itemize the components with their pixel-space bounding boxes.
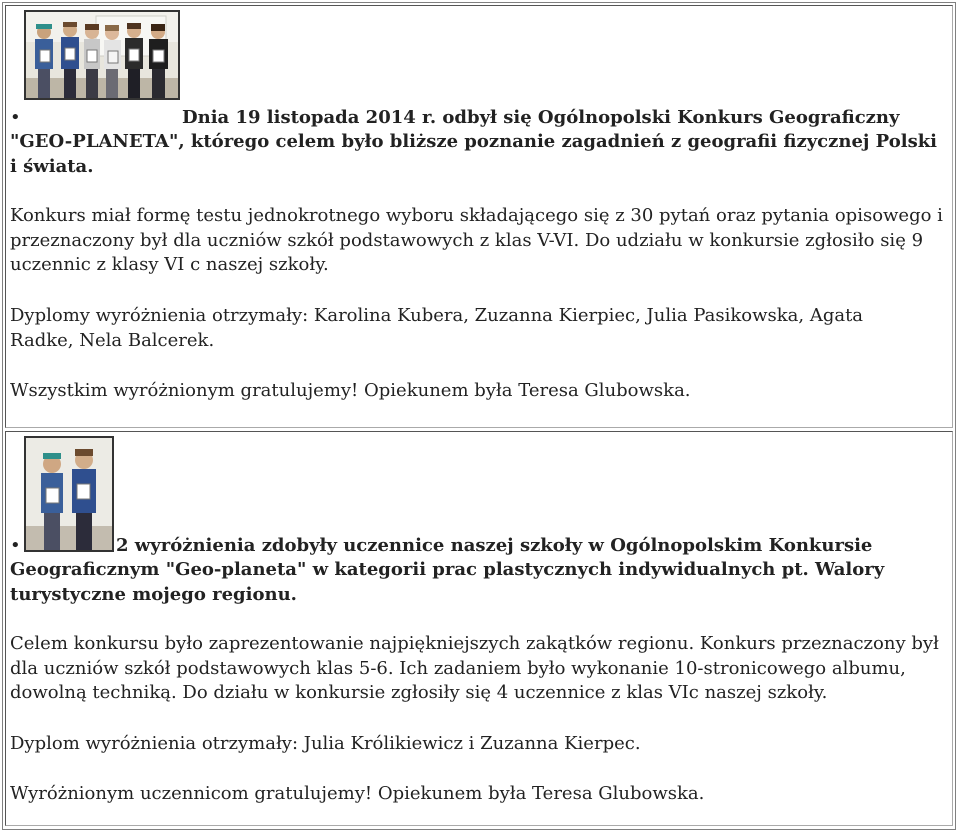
bullet-marker: •	[10, 535, 21, 556]
news-paragraph: Dyplomy wyróżnienia otrzymały: Karolina Kubera, Zuzanna Kierpiec, Julia Pasikowska, Agata Radke, Nela Balcerek.	[10, 305, 864, 351]
news-photo-2	[24, 436, 114, 552]
news-paragraph: Dyplom wyróżnienia otrzymały: Julia Królikiewicz i Zuzanna Kierpec.	[10, 733, 641, 754]
news-table	[2, 2, 956, 830]
news-headline-1-cont: "GEO-PLANETA", którego celem było bliższe poznanie zagadnień z geografii fizycznej Polski i świata.	[10, 131, 938, 177]
news-headline-2-cont: Geograficznym "Geo-planeta" w kategorii prac plastycznych indywidualnych pt. Walory turystyczne mojego regionu.	[10, 559, 885, 605]
group-photo-image	[26, 12, 178, 98]
news-headline-2: 2 wyróżnienia zdobyły uczennice naszej szkoły w Ogólnopolskim Konkursie	[116, 535, 873, 556]
news-photo-1	[24, 10, 180, 100]
news-headline-1: Dnia 19 listopada 2014 r. odbył się Ogólnopolski Konkurs Geograficzny	[182, 107, 900, 128]
news-paragraph: Wszystkim wyróżnionym gratulujemy! Opiekunem była Teresa Glubowska.	[10, 380, 691, 401]
news-paragraph: Konkurs miał formę testu jednokrotnego wyboru składającego się z 30 pytań oraz pytania opisowego i przeznaczony był dla uczniów szkół podstawowych z klas V-VI. Do udziału w konkursie zgłosiło się 9 uczennic z klasy VI c naszej szkoły.	[10, 205, 943, 275]
news-item-2	[5, 431, 953, 826]
news-item-1	[5, 5, 953, 428]
news-paragraph: Wyróżnionym uczennicom gratulujemy! Opiekunem była Teresa Glubowska.	[10, 783, 705, 804]
news-paragraph: Celem konkursu było zaprezentowanie najpiękniejszych zakątków regionu. Konkurs przeznaczony był dla uczniów szkół podstawowych klas 5-6. Ich zadaniem było wykonanie 10-stronicowego albumu, dowolną techniką. Do działu w konkursie zgłosiły się 4 uczennice z klas VIc naszej szkoły.	[10, 633, 939, 703]
two-girls-photo-image	[26, 438, 112, 550]
bullet-marker: •	[10, 107, 21, 128]
